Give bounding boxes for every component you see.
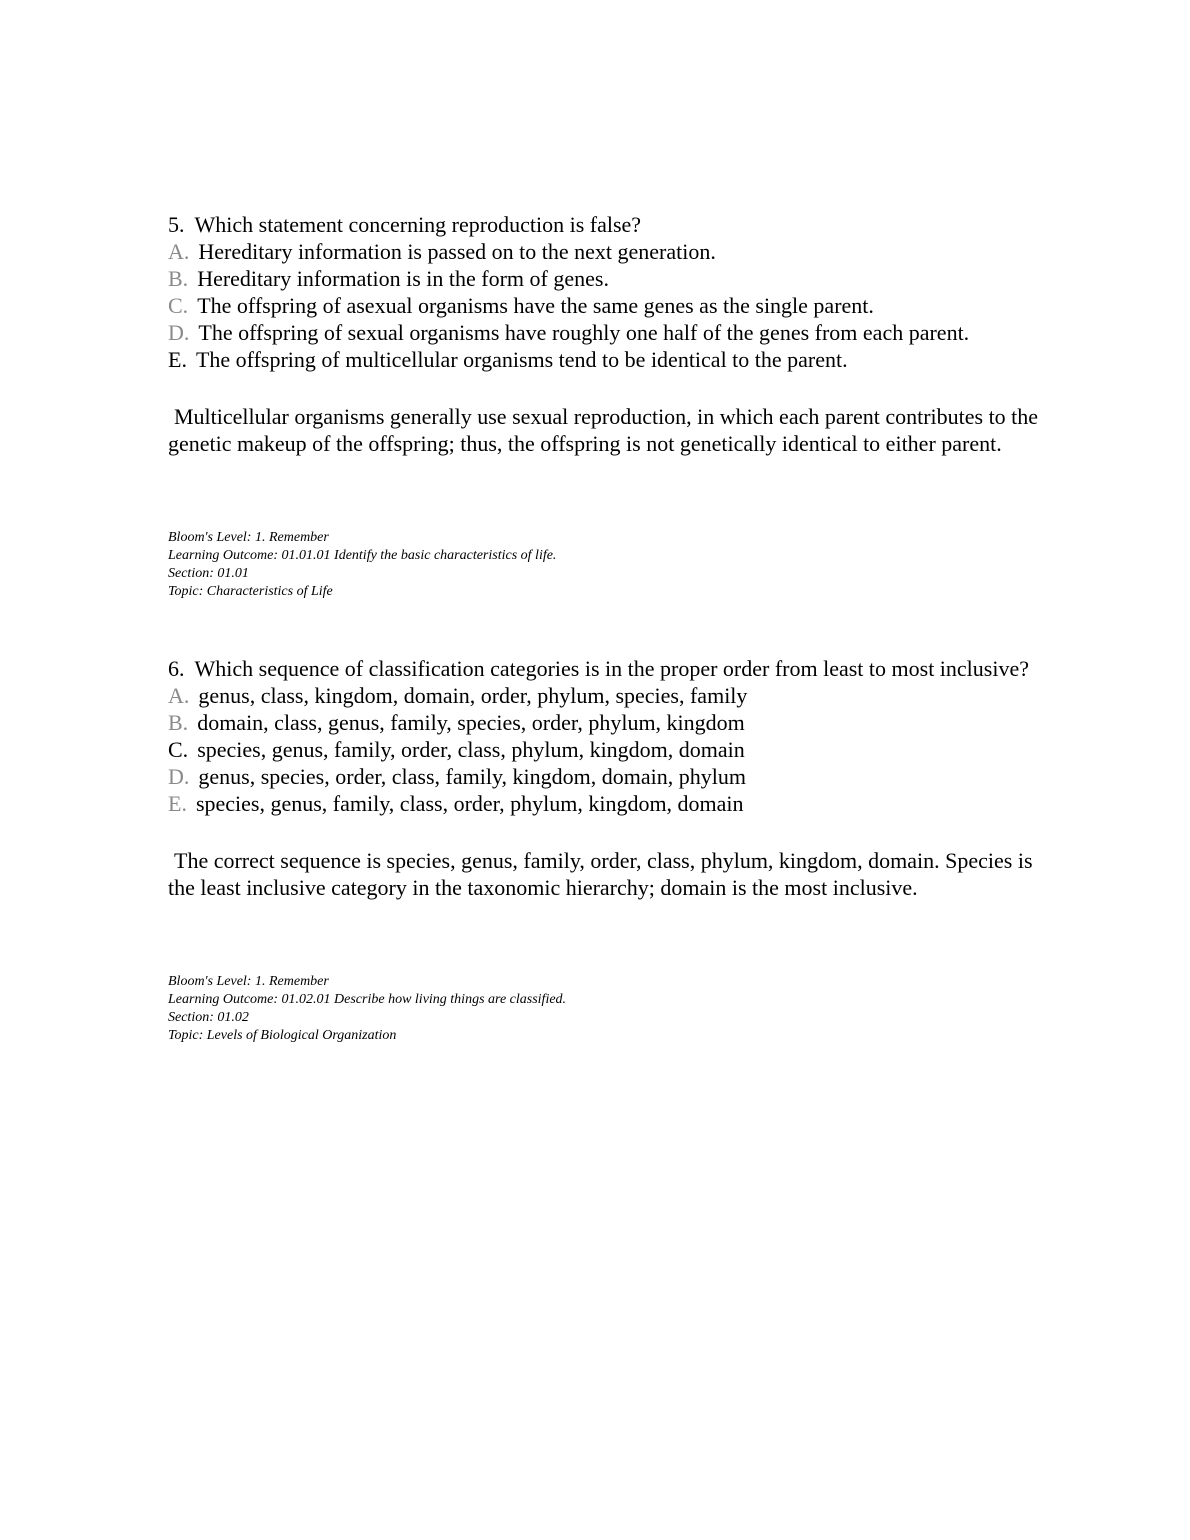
choice-letter: E.	[168, 791, 187, 816]
choice-text: The offspring of multicellular organisms tend to be identical to the parent.	[195, 347, 848, 372]
question-number: 5.	[168, 212, 185, 237]
choice-letter: E.	[168, 347, 187, 372]
choice-letter: D.	[168, 320, 190, 345]
choice-text: Hereditary information is in the form of genes.	[197, 266, 609, 291]
choice-c-correct	[168, 736, 1058, 763]
answer-explanation: The correct sequence is species, genus, family, order, class, phylum, kingdom, domain. Species is the least inclusive category in the taxonomic hierarchy; domain is the most inclusive.	[168, 848, 1033, 900]
choice-letter: C.	[168, 293, 189, 318]
choice-letter: A.	[168, 239, 190, 264]
choice-d	[168, 319, 1058, 346]
choice-text: domain, class, genus, family, species, order, phylum, kingdom	[197, 710, 745, 735]
choice-text: genus, species, order, class, family, kingdom, domain, phylum	[198, 764, 746, 789]
question-6	[168, 655, 1058, 1045]
choice-text: species, genus, family, class, order, phylum, kingdom, domain	[195, 791, 744, 816]
question-stem	[168, 655, 1058, 682]
blooms-level: Bloom's Level: 1. Remember	[168, 530, 329, 545]
question-text: Which sequence of classification categories is in the proper order from least to most inclusive?	[194, 656, 1029, 681]
choice-b	[168, 265, 1058, 292]
answer-explanation: Multicellular organisms generally use sexual reproduction, in which each parent contributes to the genetic makeup of the offspring; thus, the offspring is not genetically identical to either parent.	[168, 404, 1039, 456]
question-number: 6.	[168, 656, 185, 681]
question-5	[168, 211, 1058, 601]
choice-letter: B.	[168, 710, 189, 735]
choice-d	[168, 763, 1058, 790]
question-metadata	[168, 973, 1058, 1045]
question-metadata	[168, 529, 1058, 601]
choice-text: species, genus, family, order, class, phylum, kingdom, domain	[197, 737, 745, 762]
answer-choices	[168, 238, 1058, 373]
choice-text: The offspring of sexual organisms have roughly one half of the genes from each parent.	[198, 320, 970, 345]
choice-e-correct	[168, 346, 1058, 373]
choice-letter: C.	[168, 737, 189, 762]
learning-outcome: Learning Outcome: 01.01.01 Identify the basic characteristics of life.	[168, 548, 557, 563]
choice-letter: D.	[168, 764, 190, 789]
choice-a	[168, 682, 1058, 709]
choice-e	[168, 790, 1058, 817]
choice-text: genus, class, kingdom, domain, order, phylum, species, family	[198, 683, 748, 708]
choice-a	[168, 238, 1058, 265]
section: Section: 01.02	[168, 1010, 249, 1025]
document-page	[168, 211, 1058, 1045]
question-stem	[168, 211, 1058, 238]
topic: Topic: Characteristics of Life	[168, 584, 333, 599]
topic: Topic: Levels of Biological Organization	[168, 1028, 397, 1043]
section: Section: 01.01	[168, 566, 249, 581]
choice-b	[168, 709, 1058, 736]
question-text: Which statement concerning reproduction is false?	[194, 212, 642, 237]
blooms-level: Bloom's Level: 1. Remember	[168, 974, 329, 989]
learning-outcome: Learning Outcome: 01.02.01 Describe how living things are classified.	[168, 992, 567, 1007]
choice-text: Hereditary information is passed on to the next generation.	[198, 239, 716, 264]
choice-letter: A.	[168, 683, 190, 708]
choice-letter: B.	[168, 266, 189, 291]
answer-choices	[168, 682, 1058, 817]
choice-text: The offspring of asexual organisms have the same genes as the single parent.	[197, 293, 874, 318]
choice-c	[168, 292, 1058, 319]
